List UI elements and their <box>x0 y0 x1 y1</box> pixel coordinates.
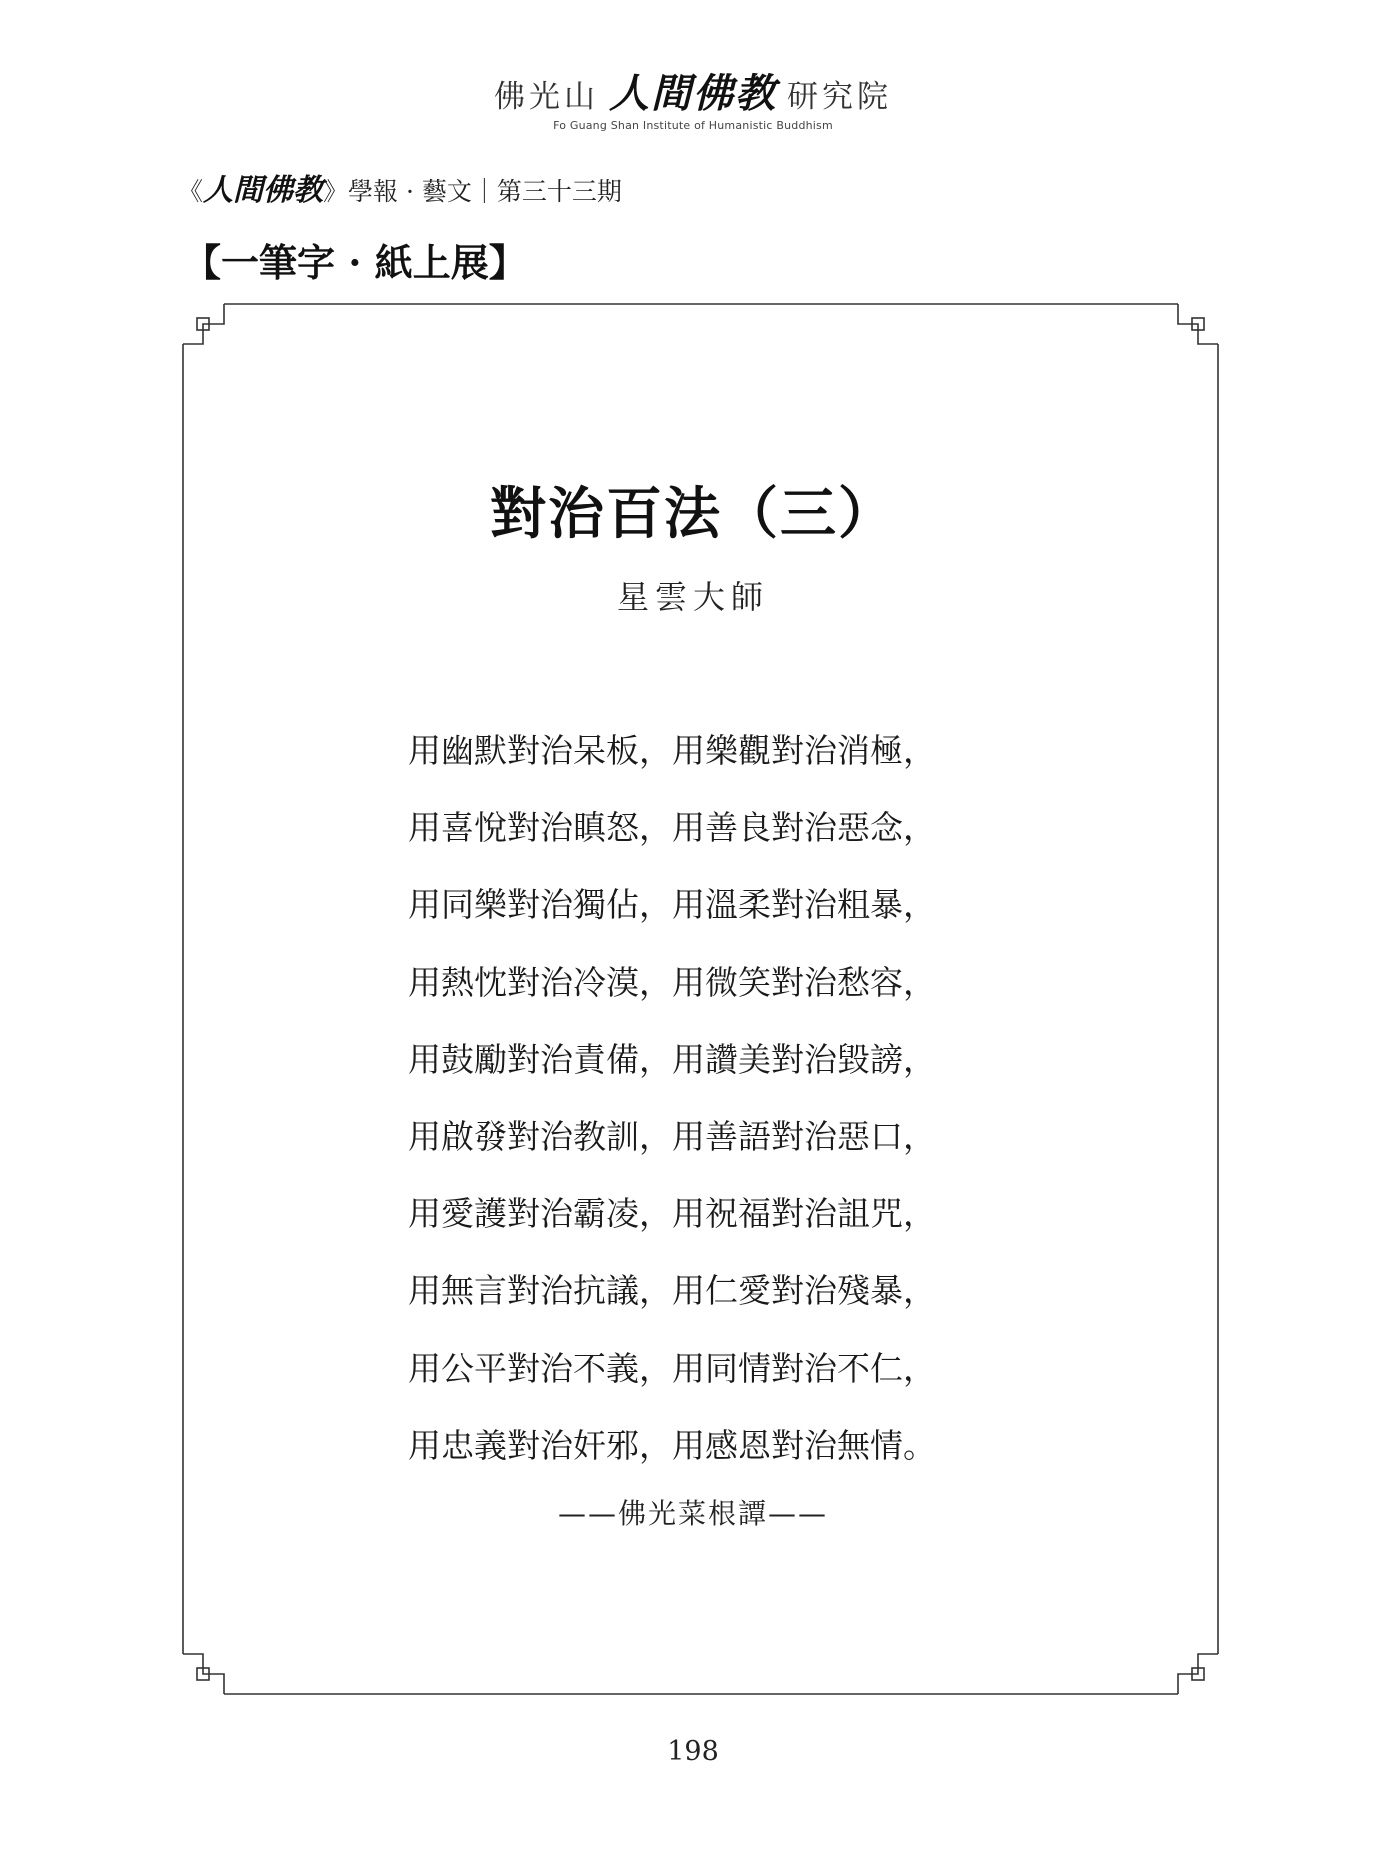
verse-line: 用熱忱對治冷漠，用微笑對治愁容， <box>408 962 936 1002</box>
verse-line: 用同樂對治獨佔，用溫柔對治粗暴， <box>408 885 936 925</box>
journal-issue: 學報 · 藝文｜第三十三期 <box>348 177 622 206</box>
institute-name-right: 研究院 <box>787 79 892 115</box>
poem-title: 對治百法（三） <box>490 481 896 547</box>
verse-line: 用幽默對治呆板，用樂觀對治消極， <box>408 731 936 770</box>
verse-line: 用無言對治抗議，用仁愛對治殘暴， <box>408 1271 936 1311</box>
journal-open-quote: 《 <box>178 177 204 206</box>
poem-source: ——佛光菜根譚—— <box>557 1497 828 1530</box>
verse-line: 用鼓勵對治責備，用讚美對治毀謗， <box>408 1039 936 1079</box>
journal-close-quote: 》 <box>323 177 349 206</box>
poem-author: 星雲大師 <box>616 578 769 616</box>
poem-body <box>408 725 1028 1497</box>
verse-line: 用忠義對治奸邪，用感恩對治無情。 <box>408 1425 936 1465</box>
section-title: 【一筆字 · 紙上展】 <box>183 240 527 285</box>
institute-name-left: 佛光山 <box>494 79 599 115</box>
page-number: 198 <box>667 1736 719 1767</box>
journal-title: 人間佛教 <box>203 173 324 208</box>
verse-line: 用啟發對治教訓，用善語對治惡口， <box>408 1116 936 1156</box>
verse-line: 用公平對治不義，用同情對治不仁， <box>408 1348 936 1388</box>
verse-line: 用愛護對治霸凌，用祝福對治詛咒， <box>408 1194 936 1234</box>
humanistic-buddhism-logo: 人間佛教 <box>609 70 777 117</box>
institute-english-name: Fo Guang Shan Institute of Humanistic Buddhism <box>553 119 833 132</box>
verse-line: 用喜悅對治瞋怒，用善良對治惡念， <box>408 808 936 848</box>
